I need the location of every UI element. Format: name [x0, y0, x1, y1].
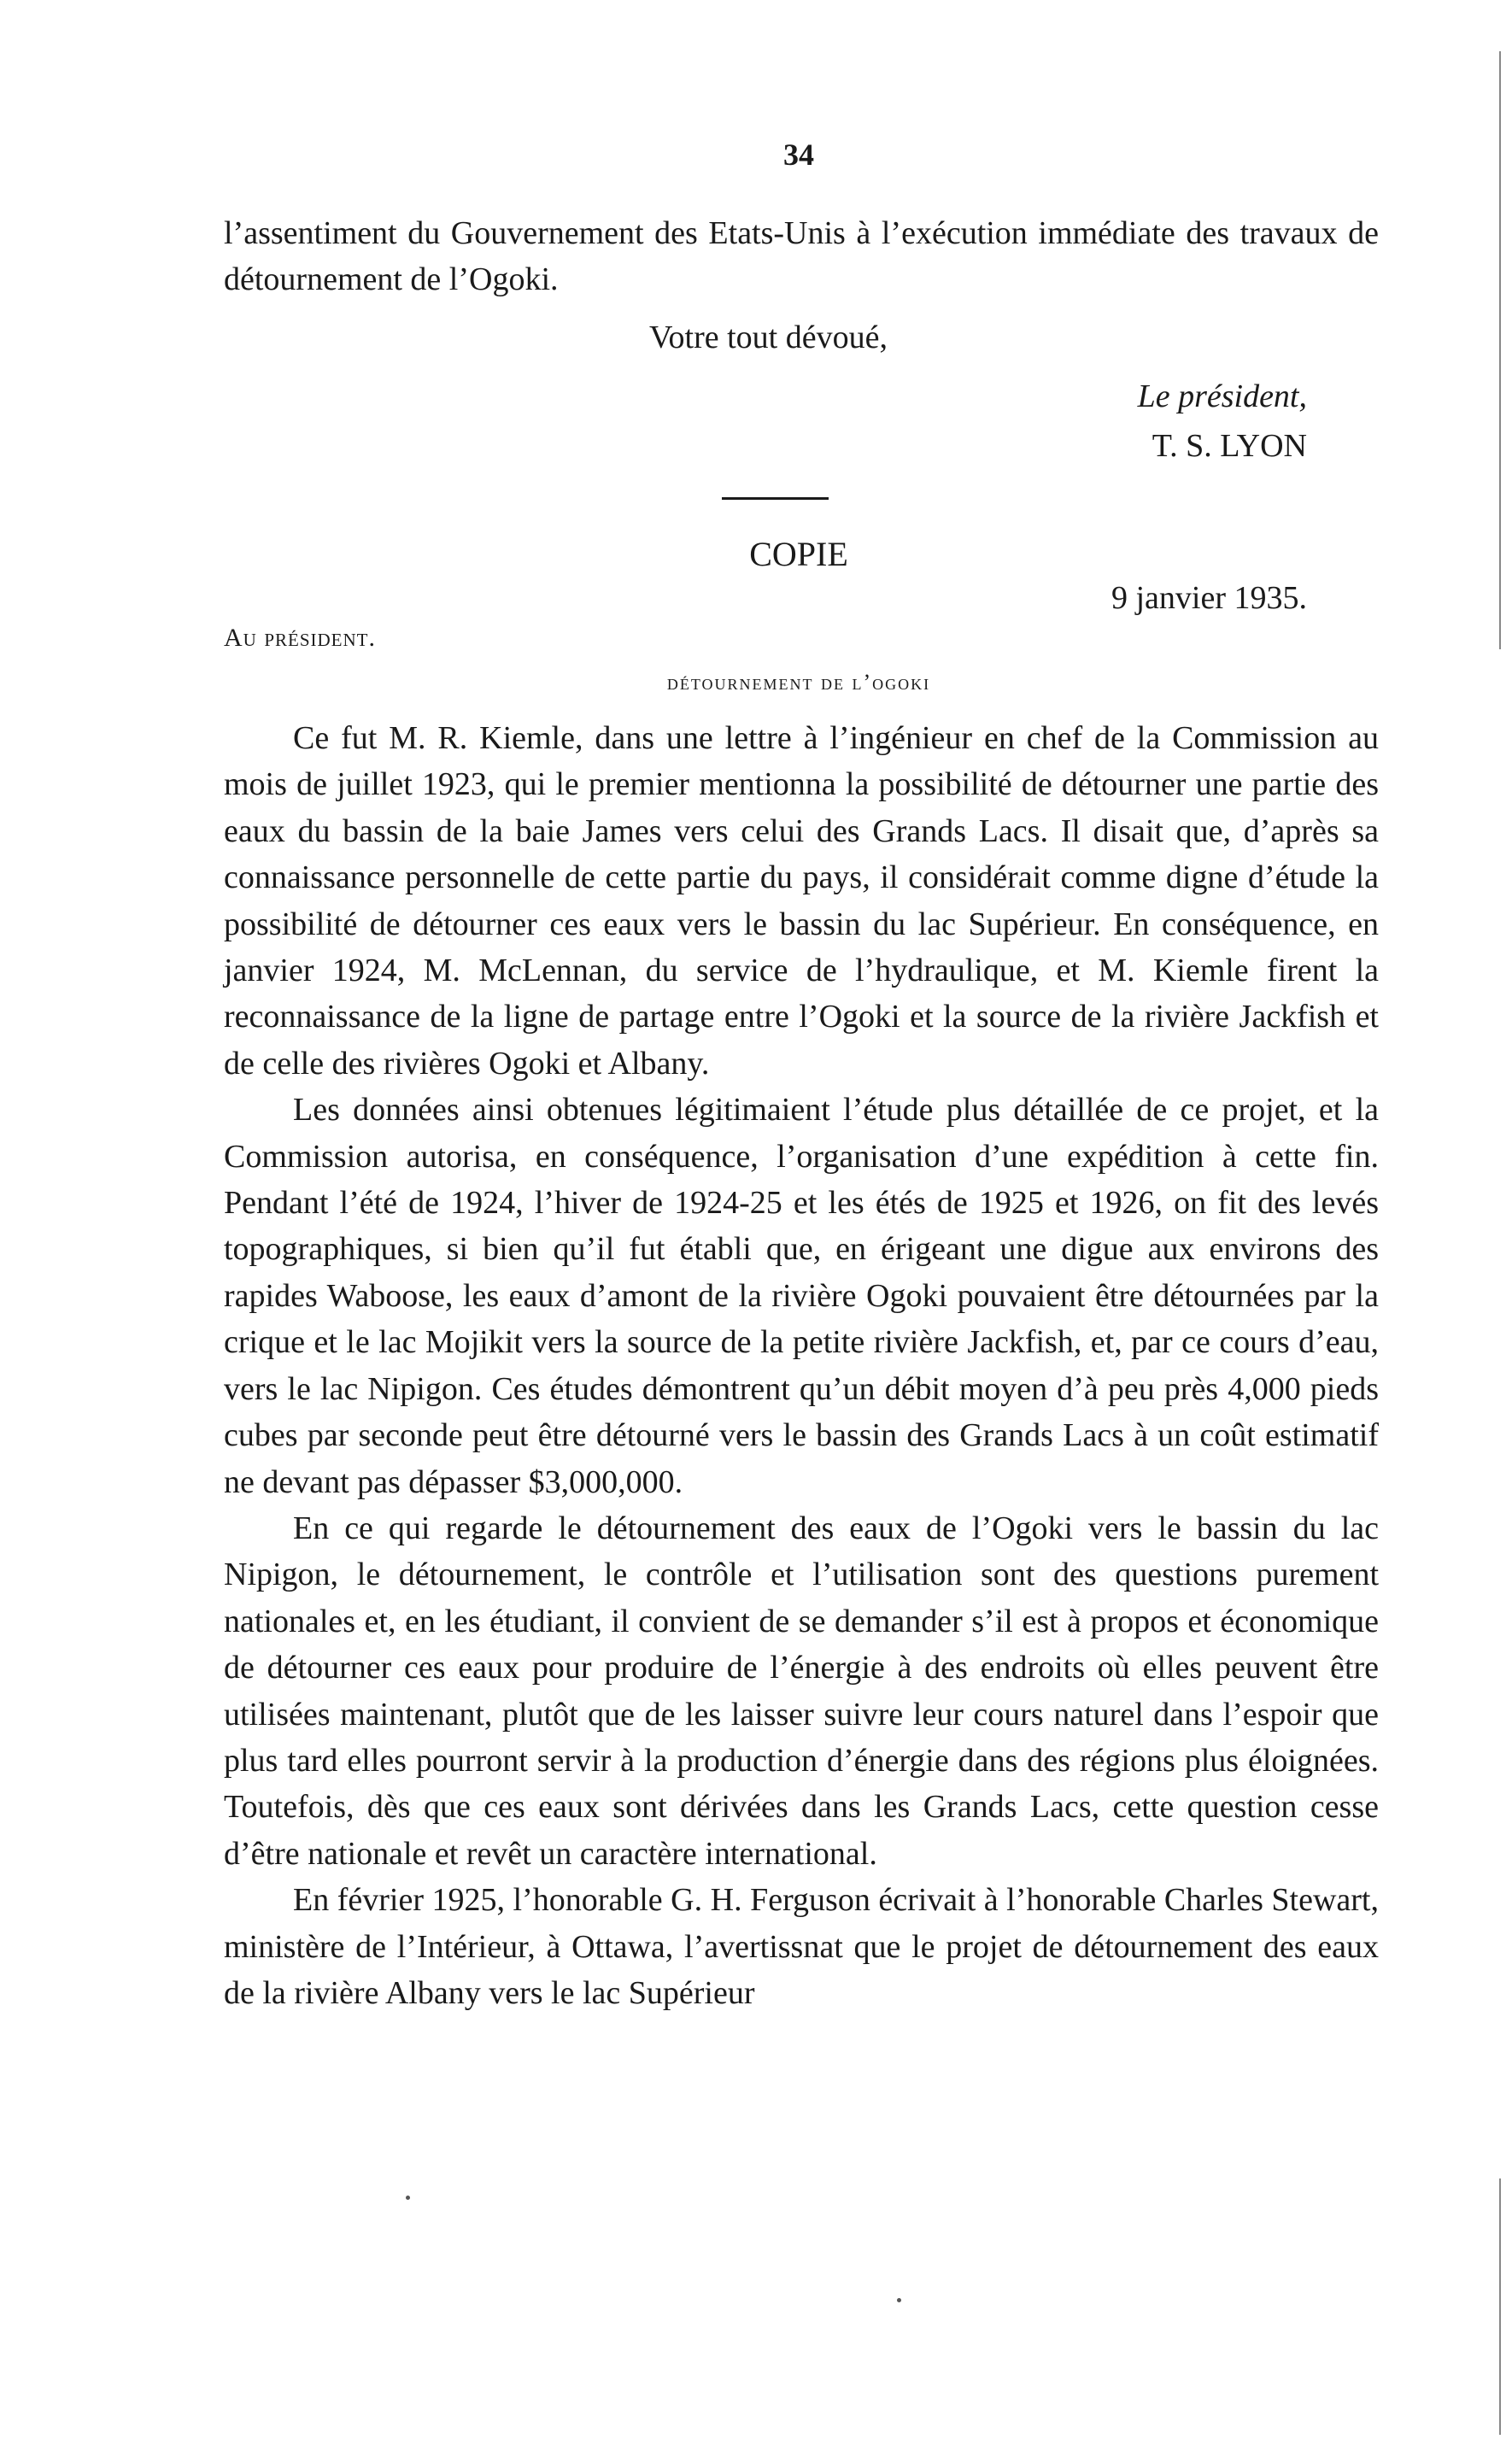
scan-edge-mark	[1499, 51, 1501, 649]
body-paragraph-4: En février 1925, l’honorable G. H. Ferguson écrivait à l’honorable Charles Stewart, ministère de l’Intérieur, à Ottawa, l’avertissnat que le projet de détournement des eaux de la rivière Albany vers le lac Supérieur	[224, 1882, 1379, 2011]
body-paragraph-2: Les données ainsi obtenues légitimaient l’étude plus détaillée de ce projet, et la Commission autorisa, en conséquence, l’organisation d’une expédition à cette fin. Pendant l’été de 1924, l’hiver de 1924-25 et les étés de 1925 et 1926, on fit des levés topographiques, si bien qu’il fut établi que, en érigeant une digue aux environs des rapides Waboose, les eaux d’amont de la rivière Ogoki pouvaient être détournées par la crique et le lac Mojikit vers la source de la petite rivière Jackfish, et, par ce cours d’eau, vers le lac Nipigon. Ces études démontrent qu’un débit moyen d’à peu près 4,000 pieds cubes par seconde peut être détourné vers le bassin des Grands Lacs à un coût estimatif ne devant pas dépasser $3,000,000.	[224, 1092, 1379, 1500]
closing-salutation: Votre tout dévoué,	[649, 320, 888, 355]
signer-name: T. S. LYON	[1152, 428, 1307, 464]
subject-heading: détournement de l’ogoki	[666, 670, 931, 695]
recipient-line: Au président.	[224, 624, 377, 652]
intro-text: l’assentiment du Gouvernement des Etats-Unis à l’exécution immédiate des travaux de détournement de l’Ogoki.	[224, 215, 1379, 298]
letter-body	[224, 715, 1379, 2016]
page-number: 34	[783, 138, 814, 172]
copy-heading: COPIE	[749, 535, 848, 573]
scan-speck	[406, 2196, 410, 2200]
section-divider	[722, 497, 829, 500]
signer-title: Le président,	[1137, 378, 1307, 414]
body-paragraph-3: En ce qui regarde le détournement des eaux de l’Ogoki vers le bassin du lac Nipigon, le détournement, le contrôle et l’utilisation sont des questions purement nationales et, en les étudiant, il convient de se demander s’il est à propos et économique de détourner ces eaux pour produire de l’énergie à des endroits où elles peuvent être utilisées maintenant, plutôt que de les laisser suivre leur cours naturel dans l’espoir que plus tard elles pourront servir à la production d’énergie dans des régions plus éloignées. Toutefois, dès que ces eaux sont dérivées dans les Grands Lacs, cette question cesse d’être nationale et revêt un caractère international.	[224, 1510, 1379, 1872]
body-paragraph-1: Ce fut M. R. Kiemle, dans une lettre à l’ingénieur en chef de la Commission au mois de juillet 1923, qui le premier mentionna la possibilité de détourner une partie des eaux du bassin de la baie James vers celui des Grands Lacs. Il disait que, d’après sa connaissance personnelle de cette partie du pays, il considérait comme digne d’étude la possibilité de détourner ces eaux vers le bassin du lac Supérieur. En conséquence, en janvier 1924, M. McLennan, du service de l’hydraulique, et M. Kiemle firent la reconnaissance de la ligne de partage entre l’Ogoki et la source de la rivière Jackfish et de celle des rivières Ogoki et Albany.	[224, 720, 1379, 1082]
scan-edge-mark	[1499, 2178, 1501, 2435]
letter-date: 9 janvier 1935.	[1111, 580, 1307, 616]
intro-paragraph	[224, 210, 1379, 303]
scan-speck	[897, 2298, 901, 2302]
